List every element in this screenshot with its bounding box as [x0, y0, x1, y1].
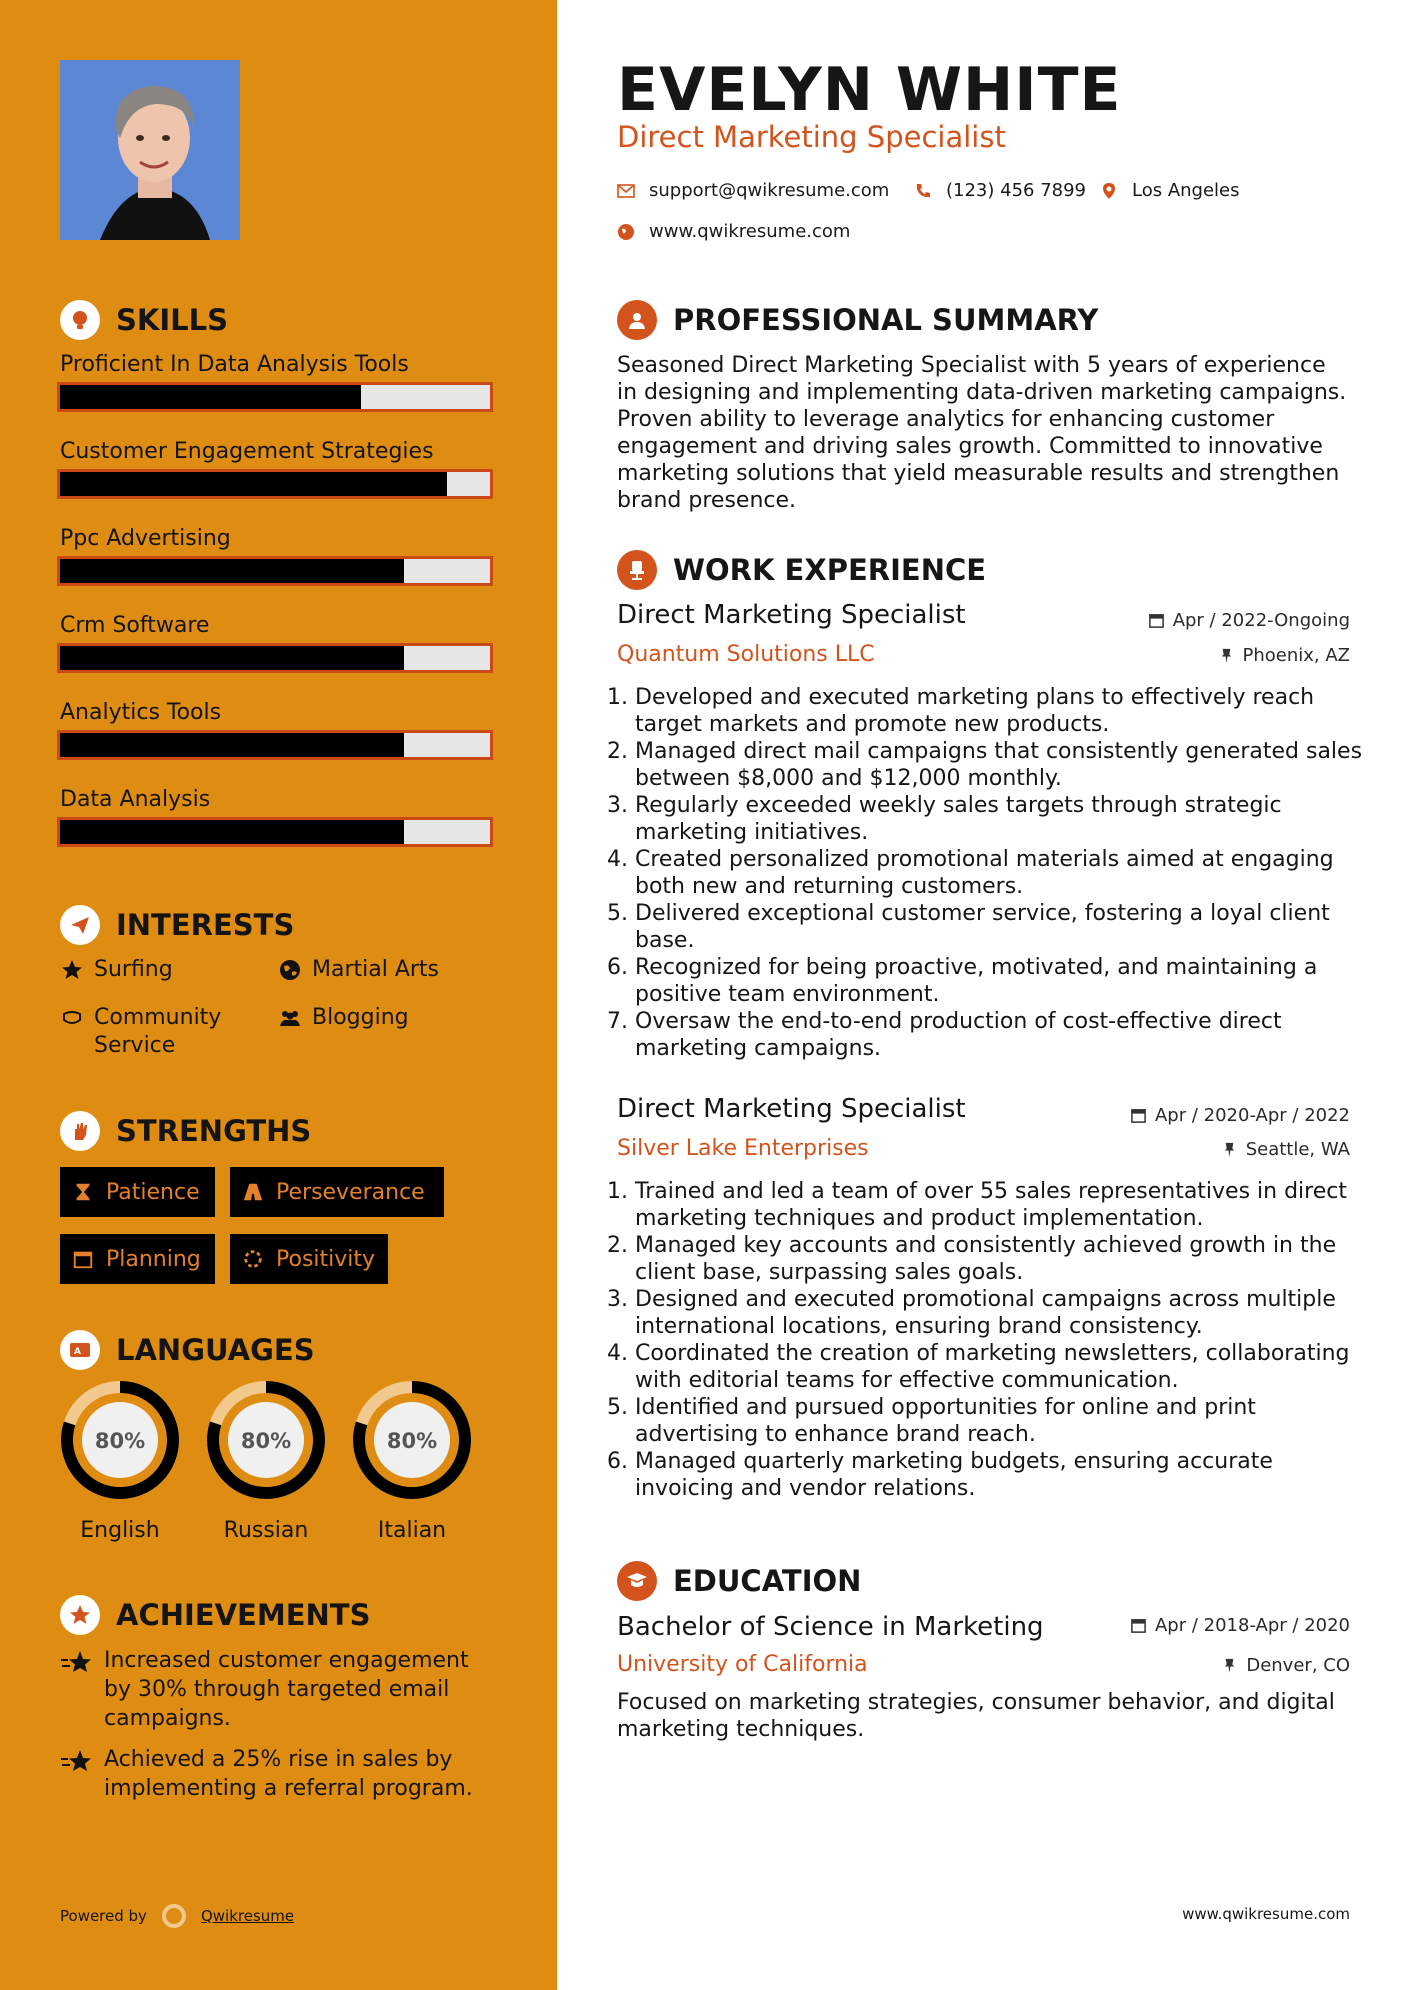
education-dates: [1130, 1615, 1350, 1636]
languages-title: LANGUAGES: [116, 1333, 315, 1367]
skill-label: Customer Engagement Strategies: [60, 439, 434, 464]
calendar-icon: [72, 1248, 94, 1270]
languages-heading: [60, 1330, 315, 1370]
user-icon: [617, 300, 657, 340]
pushpin-icon: [1218, 647, 1235, 664]
interest-label: Surfing: [94, 957, 173, 982]
language-icon: [60, 1330, 100, 1370]
footer-website[interactable]: www.qwikresume.com: [1182, 1905, 1350, 1923]
contact-phone: [914, 180, 1086, 201]
strength-tag: [230, 1167, 444, 1217]
skill-item: [60, 609, 502, 696]
education-description: Focused on marketing strategies, consumer behavior, and digital marketing techniques.: [617, 1690, 1335, 1742]
job-location-text: Seattle, WA: [1245, 1139, 1350, 1160]
skills-heading: [60, 300, 228, 340]
skill-bar: [57, 643, 493, 673]
job-bullet: 5. Identified and pursued opportunities for online and print advertising to enhance brand reach.: [635, 1394, 1375, 1448]
candidate-role: Direct Marketing Specialist: [617, 120, 1006, 154]
interests-heading: [60, 905, 294, 945]
job-company: Silver Lake Enterprises: [617, 1136, 869, 1161]
job-bullet: 2. Managed key accounts and consistently achieved growth in the client base, surpassing sales goals.: [635, 1232, 1375, 1286]
summary-text: Seasoned Direct Marketing Specialist with 5 years of experience in designing and implementing data-driven marketing campaigns. Proven ability to leverage analytics for enhancing customer engagement and driving sales growth. Committed to innovative marketing solutions that yield measurable results and strengthen brand presence.: [617, 353, 1347, 513]
job-location-text: Phoenix, AZ: [1242, 645, 1350, 666]
job-title: Direct Marketing Specialist: [617, 1094, 966, 1124]
skills-title: SKILLS: [116, 303, 228, 337]
interest-label: Community Service: [94, 1005, 222, 1058]
achievement-item: [60, 1646, 500, 1733]
globe-icon: [617, 223, 635, 241]
education-dates-text: Apr / 2018-Apr / 2020: [1154, 1615, 1350, 1636]
skill-fill: [60, 385, 361, 409]
skill-item: [60, 348, 502, 435]
job-bullet: 4. Created personalized promotional materials aimed at engaging both new and returning customers.: [635, 846, 1375, 900]
education-title: EDUCATION: [673, 1564, 862, 1598]
language-percent: 80%: [386, 1429, 438, 1453]
candidate-name: EVELYN WHITE: [617, 55, 1122, 125]
strength-tag: [230, 1234, 388, 1284]
shooting-star-icon: [60, 1747, 94, 1777]
envelope-icon: [617, 182, 635, 200]
strength-label: Positivity: [276, 1246, 376, 1272]
language-item: [58, 1378, 182, 1543]
education-location-text: Denver, CO: [1246, 1655, 1350, 1676]
strength-tag: [60, 1167, 215, 1217]
skill-bar: [57, 382, 493, 412]
strength-label: Patience: [106, 1179, 200, 1205]
summary-title: PROFESSIONAL SUMMARY: [673, 303, 1099, 337]
pushpin-icon: [1221, 1657, 1238, 1674]
svg-text:A: A: [74, 1347, 81, 1357]
strength-label: Planning: [106, 1246, 201, 1272]
skill-label: Proficient In Data Analysis Tools: [60, 352, 409, 377]
job-dates: [1130, 1105, 1350, 1126]
job-title: Direct Marketing Specialist: [617, 600, 966, 630]
language-donut: [350, 1378, 474, 1502]
skill-fill: [60, 559, 404, 583]
powered-label: Powered by: [60, 1907, 147, 1925]
shooting-star-icon: [60, 1648, 94, 1678]
job-bullet: 3. Regularly exceeded weekly sales targets through strategic marketing initiatives.: [635, 792, 1375, 846]
job-bullet: 2. Managed direct mail campaigns that consistently generated sales between $8,000 and $12,000 monthly.: [635, 738, 1375, 792]
experience-heading: [617, 550, 986, 590]
main-content: [557, 0, 1407, 1990]
education-location: [1221, 1655, 1350, 1676]
globe-icon: [278, 958, 302, 982]
language-item: [350, 1378, 474, 1543]
job-dates-text: Apr / 2020-Apr / 2022: [1154, 1105, 1350, 1126]
interest-item: [60, 956, 173, 984]
education-school: University of California: [617, 1652, 868, 1677]
job-bullet: 5. Delivered exceptional customer service, fostering a loyal client base.: [635, 900, 1375, 954]
calendar-icon: [1130, 1107, 1147, 1124]
language-percent: 80%: [240, 1429, 292, 1453]
job-company: Quantum Solutions LLC: [617, 642, 875, 667]
star-badge-icon: [60, 1595, 100, 1635]
achievements-title: ACHIEVEMENTS: [116, 1598, 371, 1632]
job-bullet: 7. Oversaw the end-to-end production of cost-effective direct marketing campaigns.: [635, 1008, 1375, 1062]
skill-item: [60, 783, 502, 870]
language-percent: 80%: [94, 1429, 146, 1453]
interest-label: Blogging: [312, 1005, 409, 1030]
skill-item: [60, 435, 502, 522]
job-dates: [1148, 610, 1350, 631]
contact-email: [617, 180, 889, 201]
skill-bar: [57, 556, 493, 586]
pushpin-icon: [1221, 1141, 1238, 1158]
lightbulb-icon: [60, 300, 100, 340]
skill-label: Data Analysis: [60, 787, 211, 812]
contact-website: [617, 221, 850, 242]
job-location: [1218, 645, 1351, 666]
graduate-icon: [617, 1561, 657, 1601]
skill-label: Ppc Advertising: [60, 526, 231, 551]
powered-brand-link[interactable]: Qwikresume: [200, 1907, 295, 1925]
spinner-icon: [242, 1248, 264, 1270]
language-name: English: [80, 1518, 160, 1543]
achievement-item: [60, 1745, 500, 1803]
contact-location-text: Los Angeles: [1132, 180, 1240, 201]
language-name: Russian: [223, 1518, 309, 1543]
achievements-heading: [60, 1595, 370, 1635]
skill-label: Crm Software: [60, 613, 210, 638]
interests-title: INTERESTS: [116, 908, 295, 942]
job-dates-text: Apr / 2022-Ongoing: [1172, 610, 1350, 631]
sidebar: [0, 0, 557, 1990]
job-bullet: 1. Developed and executed marketing plans to effectively reach target markets and promote new products.: [635, 684, 1375, 738]
handshake-icon: [60, 1006, 84, 1030]
experience-title: WORK EXPERIENCE: [673, 553, 987, 587]
hand-icon: [60, 1111, 100, 1151]
job-bullet: 4. Coordinated the creation of marketing newsletters, collaborating with editorial teams for effective communication.: [635, 1340, 1375, 1394]
job-bullet: 1. Trained and led a team of over 55 sales representatives in direct marketing techniques and product implementation.: [635, 1178, 1375, 1232]
skill-item: [60, 522, 502, 609]
summary-heading: [617, 300, 1098, 340]
strengths-heading: [60, 1111, 311, 1151]
education-degree: Bachelor of Science in Marketing: [617, 1612, 1044, 1642]
interest-label: Martial Arts: [312, 957, 440, 982]
language-item: [204, 1378, 328, 1543]
contact-website-text[interactable]: www.qwikresume.com: [649, 221, 851, 242]
skill-item: [60, 696, 502, 783]
qwikresume-logo-icon: [161, 1903, 187, 1929]
skill-bar: [57, 817, 493, 847]
language-donut: [58, 1378, 182, 1502]
profile-photo: [60, 60, 240, 240]
strength-tag: [60, 1234, 215, 1284]
strength-label: Perseverance: [276, 1179, 425, 1205]
powered-by: [60, 1903, 294, 1929]
skill-fill: [60, 646, 404, 670]
skill-fill: [60, 472, 447, 496]
language-donut: [204, 1378, 328, 1502]
language-name: Italian: [377, 1518, 447, 1543]
interest-item: [278, 1004, 409, 1032]
hourglass-icon: [72, 1181, 94, 1203]
job-bullet: 6. Managed quarterly marketing budgets, ensuring accurate invoicing and vendor relations.: [635, 1448, 1375, 1502]
job-bullet: 3. Designed and executed promotional campaigns across multiple international locations, ensuring brand consistency.: [635, 1286, 1375, 1340]
interest-item: [60, 1004, 240, 1060]
map-pin-icon: [1100, 182, 1118, 200]
skill-fill: [60, 820, 404, 844]
phone-icon: [914, 182, 932, 200]
education-heading: [617, 1561, 861, 1601]
job-bullet: 6. Recognized for being proactive, motivated, and maintaining a positive team environment.: [635, 954, 1375, 1008]
skill-bar: [57, 730, 493, 760]
users-icon: [278, 1006, 302, 1030]
contact-email-text[interactable]: support@qwikresume.com: [649, 180, 890, 201]
calendar-icon: [1148, 612, 1165, 629]
job-bullets: [617, 1178, 1375, 1502]
achievement-text: Achieved a 25% rise in sales by implementing a referral program.: [104, 1747, 473, 1801]
achievement-text: Increased customer engagement by 30% through targeted email campaigns.: [104, 1648, 469, 1731]
skill-label: Analytics Tools: [60, 700, 222, 725]
skills-list: [60, 348, 502, 870]
paper-plane-icon: [60, 905, 100, 945]
star-icon: [60, 958, 84, 982]
skill-fill: [60, 733, 404, 757]
road-icon: [242, 1181, 264, 1203]
contact-location: [1100, 180, 1240, 201]
job-location: [1221, 1139, 1350, 1160]
portrait-image: [60, 60, 240, 240]
calendar-icon: [1130, 1617, 1147, 1634]
strengths-title: STRENGTHS: [116, 1114, 312, 1148]
contact-phone-text: (123) 456 7899: [946, 180, 1087, 201]
office-chair-icon: [617, 550, 657, 590]
interest-item: [278, 956, 439, 984]
skill-bar: [57, 469, 493, 499]
job-bullets: [617, 684, 1375, 1062]
